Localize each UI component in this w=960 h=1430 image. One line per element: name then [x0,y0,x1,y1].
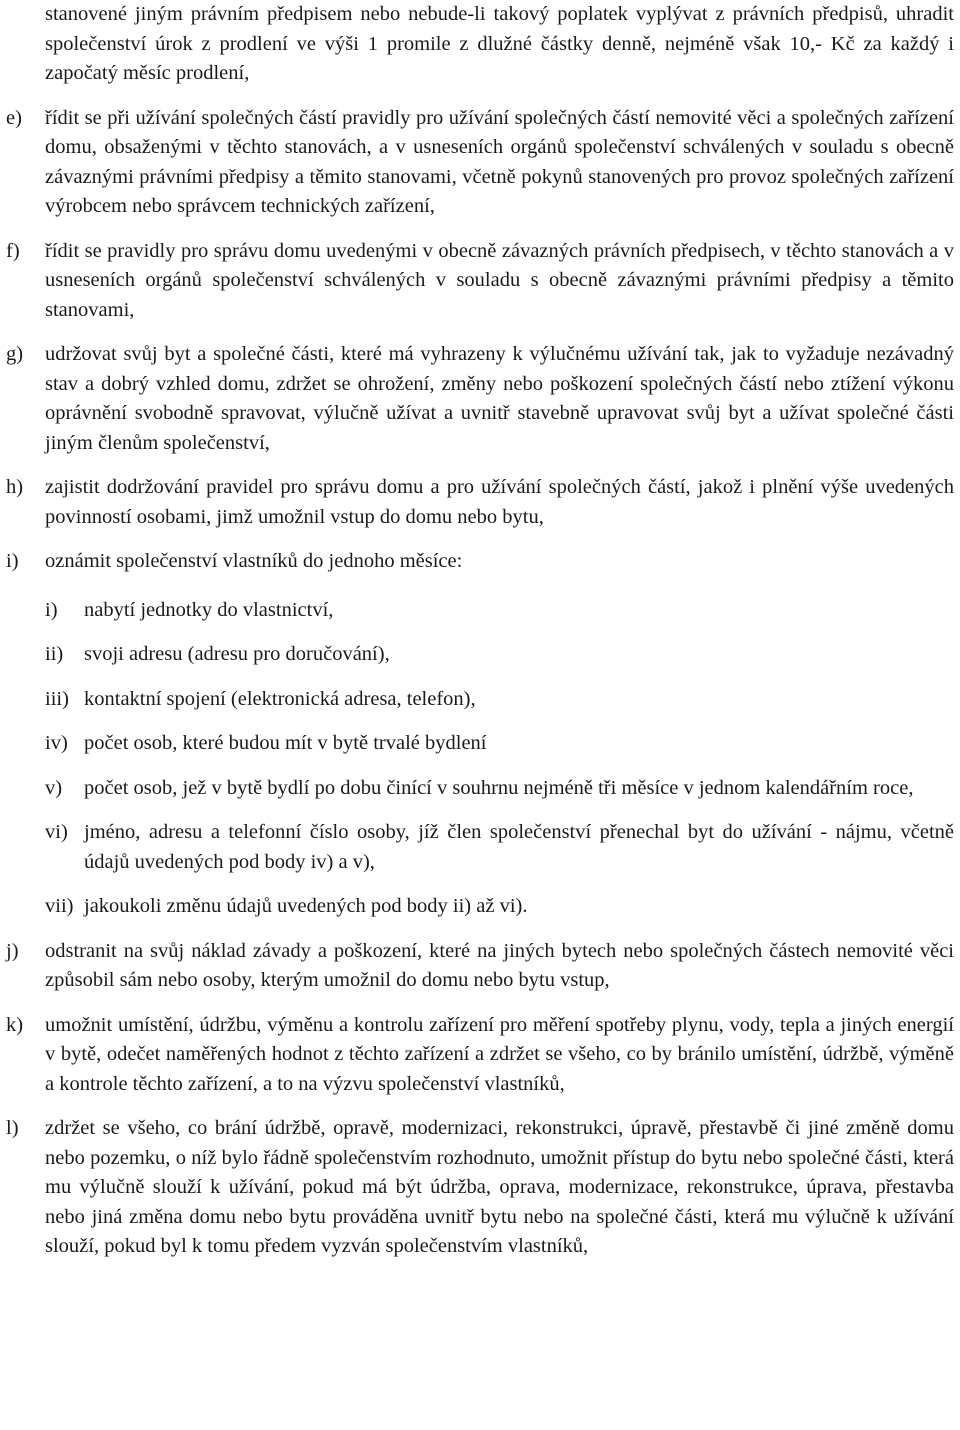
item-label: g) [6,343,24,365]
sub-item-text: jakoukoli změnu údajů uvedených pod body ii) až vi). [84,895,528,917]
sub-item-label: vi) [45,821,68,843]
sub-item-label: v) [45,776,63,799]
item-label: h) [6,476,24,498]
item-text: udržovat svůj byt a společné části, které má vyhrazeny k výlučnému užívání tak, jak to vyžaduje nezávadný stav a dobrý vzhled domu, zdržet se ohrožení, změny nebo poškození společných částí nebo ztížení výkonu oprávnění svobodně spravovat, výlučně užívat a uvnitř stavebně upravovat svůj byt a užívat společné části jiným členům společenství, [45,343,954,454]
sub-item-label: iii) [45,687,69,710]
sub-item-iii [6,685,954,715]
item-text: umožnit umístění, údržbu, výměnu a kontrolu zařízení pro měření spotřeby plynu, vody, tepla a jiných energií v bytě, odečet naměřených hodnot z těchto zařízení a zdržet se všeho, co by bránilo umístění, údržbě, výměně a kontrole těchto zařízení, a to na výzvu společenství vlastníků, [45,1013,954,1095]
sub-item-ii [6,640,954,670]
list-item-i [6,547,954,577]
sub-item-i [6,596,954,626]
sub-item-text: počet osob, jež v bytě bydlí po dobu činící v souhrnu nejméně tři měsíce v jednom kalendářním roce, [84,776,914,799]
sub-item-label: ii) [45,643,64,665]
sub-item-text: kontaktní spojení (elektronická adresa, telefon), [84,687,476,710]
list-item-l [6,1114,954,1262]
sub-item-text: svoji adresu (adresu pro doručování), [84,643,390,665]
item-text: oznámit společenství vlastníků do jednoho měsíce: [45,550,463,572]
item-label: k) [6,1013,24,1036]
sub-item-text: jméno, adresu a telefonní číslo osoby, jíž člen společenství přenechal byt do užívání - nájmu, včetně údajů uvedených pod body iv) a v), [84,821,954,873]
sub-item-vii [6,892,954,922]
item-text: odstranit na svůj náklad závady a poškození, které na jiných bytech nebo společných částech nemovité věci způsobil sám nebo osoby, kterým umožnil do domu nebo bytu vstup, [45,939,954,991]
sub-item-label: i) [45,598,58,621]
continuation-paragraph: stanovené jiným právním předpisem nebo nebude-li takový poplatek vyplývat z právních předpisů, uhradit společenství úrok z prodlení ve výši 1 promile z dlužné částky denně, nejméně však 10,- Kč za každý i započatý měsíc prodlení, [45,3,954,84]
item-text: řídit se pravidly pro správu domu uvedenými v obecně závazných právních předpisech, v těchto stanovách a v usneseních orgánů společenství schválených v souladu s obecně závaznými právními předpisy a těmito stanovami, [45,239,954,321]
sub-item-vi [6,818,954,877]
item-label: l) [6,1117,19,1139]
sub-item-label: vii) [45,895,74,917]
sub-item-text: počet osob, které budou mít v bytě trvalé bydlení [84,732,487,754]
list-item-g [6,340,954,458]
item-label: j) [6,939,19,962]
item-text: řídit se při užívání společných částí pravidly pro užívání společných částí nemovité věci a společných zařízení domu, obsaženými v těchto stanovách, a v usneseních orgánů společenství schválených v souladu s obecně závaznými právními předpisy a těmito stanovami, včetně pokynů stanovených pro provoz společných zařízení výrobcem nebo správcem technických zařízení, [45,106,954,217]
sub-item-iv [6,729,954,759]
list-item-f [6,237,954,326]
item-label: e) [6,106,22,129]
sub-item-v [6,774,954,804]
sub-item-label: iv) [45,732,68,754]
item-label: i) [6,550,19,572]
list-item-k [6,1011,954,1100]
list-item-e [6,104,954,222]
list-item-h [6,473,954,532]
sub-item-text: nabytí jednotky do vlastnictví, [84,598,334,621]
item-label: f) [6,239,20,262]
item-text: zajistit dodržování pravidel pro správu domu a pro užívání společných částí, jakož i plnění výše uvedených povinností osobami, jimž umožnil vstup do domu nebo bytu, [45,476,954,528]
item-text: zdržet se všeho, co brání údržbě, opravě, modernizaci, rekonstrukci, úpravě, přestavbě či jiné změně domu nebo pozemku, o níž bylo řádně společenstvím rozhodnuto, umožnit přístup do bytu nebo společné části, která mu výlučně slouží k užívání, pokud má být údržba, oprava, modernizace, rekonstrukce, úprava, přestavba nebo jiná změna domu nebo bytu prováděna uvnitř bytu nebo na společné části, která mu výlučně k užívání slouží, pokud byl k tomu předem vyzván společenstvím vlastníků, [45,1117,954,1257]
list-item-j [6,937,954,996]
